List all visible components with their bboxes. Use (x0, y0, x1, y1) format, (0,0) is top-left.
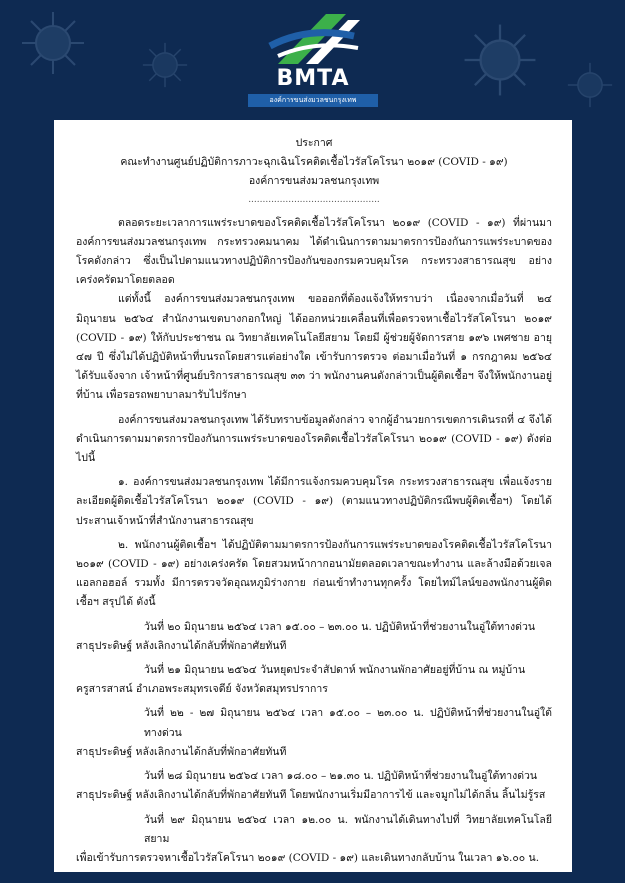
timeline-rest: สาธุประดิษฐ์ หลังเลิกงานได้กลับที่พักอาศัยทันที (76, 639, 287, 652)
list-item-1: ๑. องค์การขนส่งมวลชนกรุงเทพ ได้มีการแจ้งกรมควบคุมโรค กระทรวงสาธารณสุข เพื่อแจ้งรายละเอียดผู้ติดเชื้อไวรัสโคโรนา ๒๐๑๙ (COVID - ๑๙) (ตามแนวทางปฏิบัติกรณีพบผู้ติดเชื้อฯ) โดยได้ประสานเจ้าหน้าที่สำนักงานสาธารณสุข (76, 476, 552, 527)
timeline-rest: ครูสารสาสน์ อำเภอพระสมุทรเจดีย์ จังหวัดสมุทรปราการ (76, 683, 328, 696)
timeline-rest: สาธุประดิษฐ์ หลังเลิกงานได้กลับที่พักอาศัยทันที (76, 745, 287, 758)
timeline-first: วันที่ ๒๐ มิถุนายน ๒๕๖๔ เวลา ๑๕.๐๐ – ๒๓.๐๐ น. ปฏิบัติหน้าที่ช่วยงานในอู่ใต้ทางด่วน (144, 620, 536, 633)
paragraph-incident: แต่ทั้งนี้ องค์การขนส่งมวลชนกรุงเทพ ขอออกที่ต้องแจ้งให้ทราบว่า เนื่องจากเมื่อวันที่ ๒๔ มิถุนายน ๒๕๖๔ สำนักงานเขตบางกอกใหญ่ ได้ออกหน่วยเคลื่อนที่เพื่อตรวจหาเชื้อไวรัสโคโรนา ๒๐๑๙ (COVID - ๑๙) ให้กับประชาชน ณ วิทยาลัยเทคโนโลยีสยาม โดยมี ผู้ช่วยผู้จัดการสาย ๑๙๖ เพศชาย อายุ ๔๗ ปี ซึ่งไม่ได้ปฏิบัติหน้าที่บนรถโดยสารแต่อย่างใด เข้ารับการตรวจ ต่อมาเมื่อวันที่ ๑ กรกฎาคม ๒๕๖๔ ได้รับแจ้งจาก เจ้าหน้าที่ศูนย์บริการสาธารณสุข ๓๓ ว่า พนักงานคนดังกล่าวเป็นผู้ติดเชื้อฯ จึงให้พนักงานอยู่ที่บ้าน เพื่อรอรถพยาบาลมารับไปรักษา (76, 293, 552, 402)
timeline-first: วันที่ ๒๙ มิถุนายน ๒๕๖๔ เวลา ๑๒.๐๐ น. พนักงานได้เดินทางไปที่ วิทยาลัยเทคโนโลยีสยาม (144, 813, 552, 845)
announcement-issuer: องค์การขนส่งมวลชนกรุงเทพ (248, 175, 380, 188)
logo-org: องค์การขนส่งมวลชนกรุงเทพ (248, 94, 378, 107)
header (0, 0, 625, 118)
bmta-logo-icon (248, 6, 378, 70)
announcement-paper (54, 120, 572, 872)
timeline-first: วันที่ ๒๒ - ๒๗ มิถุนายน ๒๕๖๔ เวลา ๑๕.๐๐ – ๒๓.๐๐ น. ปฏิบัติหน้าที่ช่วยงานในอู่ใต้ทางด่วน (144, 707, 552, 739)
timeline-first: วันที่ ๒๘ มิถุนายน ๒๕๖๔ เวลา ๑๘.๐๐ – ๒๑.๓๐ น. ปฏิบัติหน้าที่ช่วยงานในอู่ใต้ทางด่วน (144, 770, 538, 783)
list-item-2: ๒. พนักงานผู้ติดเชื้อฯ ได้ปฏิบัติตามมาตรการป้องกันการแพร่ระบาดของโรคติดเชื้อไวรัสโคโรนา ๒๐๑๙ (COVID - ๑๙) อย่างเคร่งครัด โดยสวมหน้ากากอนามัยตลอดเวลาขณะทำงาน และล้างมือด้วยเจลแอลกอฮอล์ รวมทั้ง มีการตรวจวัดอุณหภูมิร่างกาย ก่อนเข้าทำงานทุกครั้ง โดยไทม์ไลน์ของพนักงานผู้ติดเชื้อฯ สรุปได้ ดังนี้ (76, 538, 552, 609)
paragraph-intro: ตลอดระยะเวลาการแพร่ระบาดของโรคติดเชื้อไวรัสโคโรนา ๒๐๑๙ (COVID - ๑๙) ที่ผ่านมาองค์การขนส่งมวลชนกรุงเทพ กระทรวงคมนาคม ได้ดำเนินการตามมาตรการป้องกันการแพร่ระบาดของโรคดังกล่าว ซึ่งเป็นไปตามแนวทางปฏิบัติการป้องกันของกรมควบคุมโรค กระทรวงสาธารณสุข อย่างเคร่งครัดมาโดยตลอด (76, 216, 552, 287)
paragraph-action: องค์การขนส่งมวลชนกรุงเทพ ได้รับทราบข้อมูลดังกล่าว จากผู้อำนวยการเขตการเดินรถที่ ๔ จึงได้ดำเนินการตามมาตรการป้องกันการแพร่ระบาดของโรคติดเชื้อไวรัสโคโรนา ๒๐๑๙ (COVID - ๑๙) ดังต่อไปนี้ (76, 413, 552, 465)
separator: .............................................. (248, 194, 380, 205)
announcement-title: คณะทำงานศูนย์ปฏิบัติการภาวะฉุกเฉินโรคติดเชื้อไวรัสโคโรนา ๒๐๑๙ (COVID - ๑๙) (120, 156, 508, 169)
announcement-heading: ประกาศ (295, 137, 333, 149)
timeline-rest: เพื่อเข้ารับการตรวจหาเชื้อไวรัสโคโรนา ๒๐๑๙ (COVID - ๑๙) และเดินทางกลับบ้าน ในเวลา ๑๖.๐๐ น. (76, 851, 540, 864)
bmta-logo (248, 6, 378, 114)
timeline-rest: สาธุประดิษฐ์ หลังเลิกงานได้กลับที่พักอาศัยทันที โดยพนักงานเริ่มมีอาการไข้ และจมูกไม่ได้กลิ่น ลิ้นไม่รู้รส (76, 789, 546, 802)
logo-name: BMTA (276, 66, 350, 91)
timeline-first: วันที่ ๒๑ มิถุนายน ๒๕๖๔ วันหยุดประจำสัปดาห์ พนักงานพักอาศัยอยู่ที่บ้าน ณ หมู่บ้าน (144, 664, 526, 677)
announcement-content (76, 134, 552, 868)
